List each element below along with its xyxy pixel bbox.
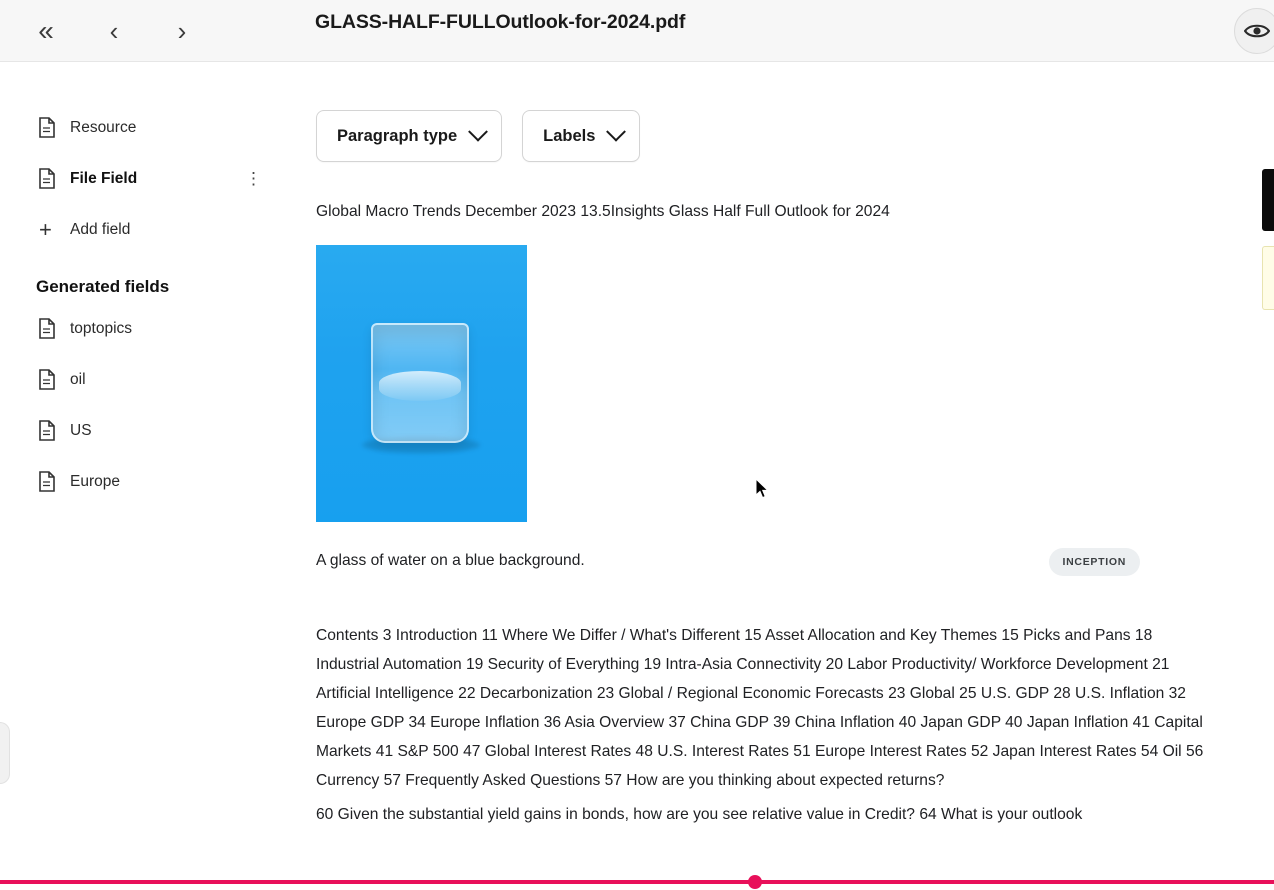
progress-knob[interactable] <box>748 875 762 889</box>
document-icon <box>38 420 68 441</box>
progress-track[interactable] <box>0 880 1274 884</box>
document-heading-line: Global Macro Trends December 2023 13.5Insights Glass Half Full Outlook for 2024 <box>316 203 890 220</box>
plus-glyph: + <box>39 216 52 242</box>
sidebar <box>0 62 300 890</box>
paragraph-type-select[interactable] <box>316 110 502 162</box>
sidebar-item-us[interactable] <box>0 405 300 456</box>
sidebar-item-resource[interactable] <box>0 102 300 153</box>
document-icon <box>38 168 68 189</box>
main-content <box>300 62 1274 890</box>
progress-bar[interactable] <box>0 876 1274 890</box>
collapse-sidebar-icon[interactable]: « <box>38 14 54 46</box>
document-icon <box>38 318 68 339</box>
forward-icon[interactable]: › <box>177 15 187 46</box>
sidebar-item-label: File Field <box>70 169 138 187</box>
sidebar-fields-list <box>0 102 300 255</box>
sidebar-item-label: oil <box>70 370 86 388</box>
document-image-thumbnail[interactable] <box>316 245 527 522</box>
left-edge-handle[interactable] <box>0 722 10 784</box>
paragraph-type-label: Paragraph type <box>337 126 458 145</box>
eye-icon <box>1234 8 1274 54</box>
filter-bar <box>300 62 1274 162</box>
sidebar-item-oil[interactable] <box>0 354 300 405</box>
chevron-down-icon <box>607 122 627 142</box>
kebab-menu-icon[interactable]: ⋮ <box>245 169 262 188</box>
labels-label: Labels <box>543 126 596 145</box>
sidebar-item-file-field[interactable] <box>0 153 300 204</box>
sidebar-item-toptopics[interactable] <box>0 303 300 354</box>
cutoff-paragraph: 60 Given the substantial yield gains in bonds, how are you see relative value in Credit? 64 What is your outlook <box>316 806 1083 824</box>
status-badge: INCEPTION <box>1049 548 1140 576</box>
sidebar-section-title: Generated fields <box>36 277 170 296</box>
document-icon <box>38 117 68 138</box>
labels-select[interactable] <box>522 110 640 162</box>
eye-icon-svg <box>1244 22 1270 40</box>
chevron-down-icon <box>468 122 488 142</box>
sidebar-generated-fields-list <box>0 303 300 507</box>
sidebar-item-label: US <box>70 421 92 439</box>
sidebar-item-label: toptopics <box>70 319 133 337</box>
right-edge-panel-dark <box>1262 169 1274 231</box>
back-icon[interactable]: ‹ <box>109 15 119 46</box>
sidebar-item-label: Add field <box>70 220 131 238</box>
document-icon <box>38 369 68 390</box>
contents-paragraph: Contents 3 Introduction 11 Where We Differ / What's Different 15 Asset Allocation and Key Themes 15 Picks and Pans 18 Industrial Automation 19 Security of Everything 19 Intra-Asia Connectivity 20 Labor Productivity/ Workforce Development 21 Artificial Intelligence 22 Decarbonization 23 Global / Regional Economic Forecasts 23 Global 25 U.S. GDP 28 U.S. Inflation 32 Europe GDP 34 Europe Inflation 36 Asia Overview 37 China GDP 39 China Inflation 40 Japan GDP 40 Japan Inflation 41 Capital Markets 41 S&P 500 47 Global Interest Rates 48 U.S. Interest Rates 51 Europe Interest Rates 52 Japan Interest Rates 54 Oil 56 Currency 57 Frequently Asked Questions 57 How are you thinking about expected returns? <box>316 627 1204 789</box>
sidebar-item-label: Europe <box>70 472 120 490</box>
sidebar-item-add-field[interactable] <box>0 204 300 255</box>
sidebar-item-label: Resource <box>70 118 137 136</box>
image-caption-row <box>316 552 1216 586</box>
top-bar <box>0 0 1274 62</box>
image-caption: A glass of water on a blue background. <box>316 552 585 570</box>
page-title: GLASS-HALF-FULLOutlook-for-2024.pdf <box>315 11 686 33</box>
right-edge-panel-note <box>1262 246 1274 310</box>
sidebar-item-europe[interactable] <box>0 456 300 507</box>
plus-icon <box>38 216 68 242</box>
document-icon <box>38 471 68 492</box>
preview-button[interactable] <box>1222 0 1274 62</box>
glass-of-water-shape <box>371 323 469 443</box>
